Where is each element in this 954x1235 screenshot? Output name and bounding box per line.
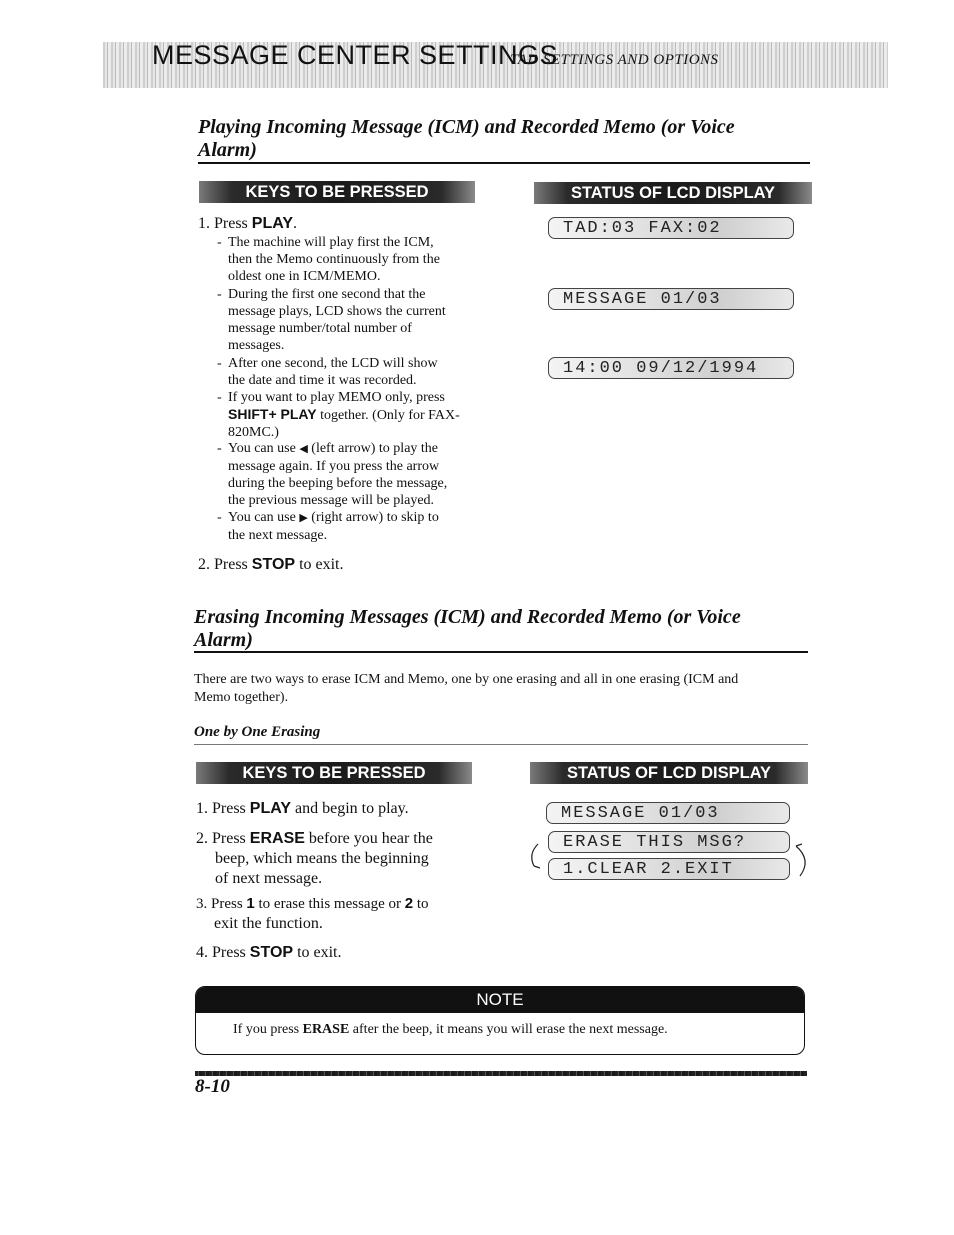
note-header: NOTE bbox=[196, 987, 804, 1013]
step-text: of next message. bbox=[215, 870, 323, 887]
bullet-line: message again. If you press the arrow bbox=[228, 459, 440, 474]
note-text: If you press ERASE after the beep, it means you will erase the next message. bbox=[233, 1022, 668, 1037]
step-number: 3. bbox=[196, 896, 208, 912]
subhead-rule bbox=[194, 744, 808, 745]
footer-band bbox=[195, 1071, 807, 1076]
bullet-line: You can use ▶ (right arrow) to skip to bbox=[228, 510, 439, 525]
intro-line: Memo together). bbox=[194, 690, 289, 705]
bullet-line: the previous message will be played. bbox=[228, 493, 435, 508]
step-play bbox=[198, 214, 297, 234]
note-box bbox=[195, 986, 805, 1055]
page-number: 8-10 bbox=[195, 1076, 230, 1097]
bullet-line: message number/total number of bbox=[228, 321, 412, 336]
key-stop: STOP bbox=[249, 944, 294, 961]
step-number: 2. bbox=[198, 556, 210, 573]
step-stop bbox=[198, 555, 344, 575]
step-number: 1. bbox=[198, 215, 210, 232]
intro-line: There are two ways to erase ICM and Memo, one by one erasing and all in one erasing (ICM and bbox=[194, 672, 739, 687]
lcd-header: STATUS OF LCD DISPLAY bbox=[534, 182, 812, 204]
bullet-line: the date and time it was recorded. bbox=[228, 373, 417, 388]
key-play: PLAY bbox=[249, 800, 291, 817]
key-shift-play: SHIFT+ PLAY bbox=[228, 406, 317, 422]
key-erase: ERASE bbox=[302, 1022, 350, 1037]
key-1: 1 bbox=[246, 895, 255, 912]
step-text: Press bbox=[212, 800, 246, 817]
section1-rule bbox=[198, 162, 810, 164]
step-text: to exit. bbox=[295, 556, 344, 573]
step-text: to bbox=[413, 896, 429, 912]
lcd-message-count: MESSAGE 01/03 bbox=[548, 288, 794, 310]
key-erase: ERASE bbox=[249, 830, 305, 847]
bullet-line: After one second, the LCD will show bbox=[228, 356, 438, 371]
bullet-line: During the first one second that the bbox=[228, 287, 426, 302]
step-text: Press bbox=[214, 556, 248, 573]
erase-step-play bbox=[196, 799, 409, 819]
bullet-1: - The machine will play first the ICM, then the Memo continuously from the oldest one in ICM/MEMO. bbox=[228, 234, 488, 285]
bullet-line: oldest one in ICM/MEMO. bbox=[228, 269, 381, 284]
key-2: 2 bbox=[404, 895, 414, 912]
page-header-title: MESSAGE CENTER SETTINGS bbox=[152, 40, 559, 70]
key-stop: STOP bbox=[251, 556, 296, 573]
step-text: and begin to play. bbox=[290, 800, 409, 817]
bullet-line: then the Memo continuously from the bbox=[228, 252, 440, 267]
step-text: before you hear the bbox=[304, 830, 433, 847]
alternating-display-arrows-icon bbox=[520, 838, 820, 888]
erase-step-confirm bbox=[196, 894, 429, 934]
step-text: Press bbox=[212, 944, 246, 961]
erase-step-stop bbox=[196, 943, 342, 963]
section1-title bbox=[198, 116, 735, 162]
step-text: Press bbox=[212, 830, 246, 847]
lcd-erase-prompt: ERASE THIS MSG? bbox=[548, 831, 790, 853]
left-arrow-icon: ◀ bbox=[299, 443, 308, 455]
bullet-line: SHIFT+ PLAY together. (Only for FAX- bbox=[228, 406, 460, 423]
bullet-2: - During the first one second that the message plays, LCD shows the current message number/total number of messages. bbox=[228, 286, 488, 354]
bullet-line: messages. bbox=[228, 338, 285, 353]
section2-title-line1: Erasing Incoming Messages (ICM) and Recorded Memo (or Voice bbox=[194, 606, 741, 628]
keys-header: KEYS TO BE PRESSED bbox=[196, 762, 472, 784]
section2-rule bbox=[194, 651, 808, 653]
section2-title bbox=[194, 606, 741, 652]
bullet-4: - If you want to play MEMO only, press SHIFT+ PLAY together. (Only for FAX- 820MC.) bbox=[228, 389, 488, 441]
step-number: 1. bbox=[196, 800, 208, 817]
step-text: exit the function. bbox=[214, 915, 323, 932]
bullet-line: 820MC.) bbox=[228, 425, 279, 440]
bullet-line: the next message. bbox=[228, 528, 328, 543]
step-number: 4. bbox=[196, 944, 208, 961]
bullet-line: If you want to play MEMO only, press bbox=[228, 390, 445, 405]
erase-step-erase bbox=[196, 829, 433, 889]
lcd-header: STATUS OF LCD DISPLAY bbox=[530, 762, 808, 784]
step-text: to exit. bbox=[293, 944, 342, 961]
step-text: to erase this message or bbox=[254, 896, 401, 912]
bullet-line: You can use ◀ (left arrow) to play the bbox=[228, 441, 439, 456]
bullet-6: - You can use ▶ (right arrow) to skip to the next message. bbox=[228, 509, 488, 544]
section1-title-line1: Playing Incoming Message (ICM) and Recorded Memo (or Voice bbox=[198, 116, 735, 138]
key-play: PLAY bbox=[251, 215, 293, 232]
step-text: . bbox=[292, 215, 297, 232]
bullet-line: The machine will play first the ICM, bbox=[228, 235, 434, 250]
keys-header: KEYS TO BE PRESSED bbox=[199, 181, 475, 203]
section2-title-line2: Alarm) bbox=[194, 629, 253, 651]
lcd-tad-fax: TAD:03 FAX:02 bbox=[548, 217, 794, 239]
page-header-subtitle: TAD SETTINGS AND OPTIONS bbox=[510, 52, 719, 68]
step-text: Press bbox=[214, 215, 248, 232]
section1-title-line2: Alarm) bbox=[198, 139, 257, 161]
lcd-message-count: MESSAGE 01/03 bbox=[546, 802, 790, 824]
step-text: beep, which means the beginning bbox=[215, 850, 429, 867]
lcd-date-time: 14:00 09/12/1994 bbox=[548, 357, 794, 379]
step-text: Press bbox=[211, 896, 243, 912]
right-arrow-icon: ▶ bbox=[299, 512, 308, 524]
step-number: 2. bbox=[196, 830, 208, 847]
bullet-5: - You can use ◀ (left arrow) to play the message again. If you press the arrow during the beeping before the message, the previous message will be played. bbox=[228, 440, 488, 509]
bullet-3: - After one second, the LCD will show the date and time it was recorded. bbox=[228, 355, 488, 389]
bullet-line: during the beeping before the message, bbox=[228, 476, 448, 491]
lcd-clear-exit: 1.CLEAR 2.EXIT bbox=[548, 858, 790, 880]
bullet-line: message plays, LCD shows the current bbox=[228, 304, 446, 319]
subhead-one-by-one: One by One Erasing bbox=[194, 724, 321, 740]
intro-paragraph bbox=[194, 671, 810, 707]
